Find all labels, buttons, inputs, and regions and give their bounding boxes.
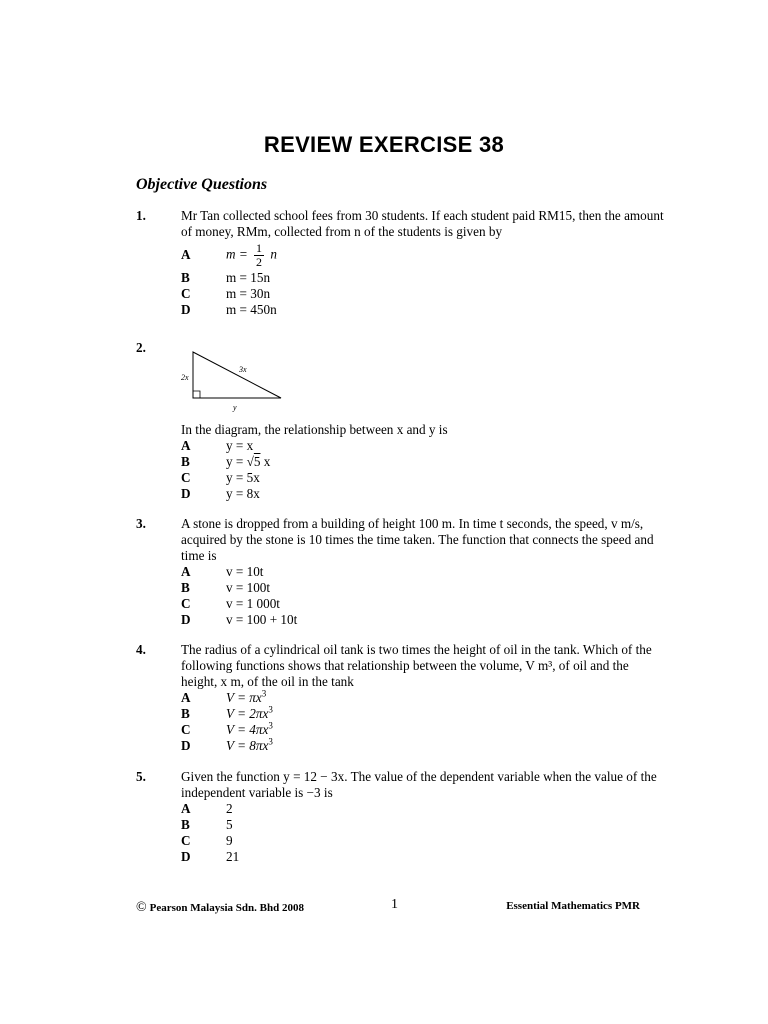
option-letter: B <box>181 817 190 832</box>
option-d[interactable] <box>181 738 666 754</box>
option-expression: y = 5x <box>226 470 260 485</box>
option-letter: A <box>181 801 191 816</box>
option-c[interactable] <box>181 596 666 612</box>
option-expression: 9 <box>226 833 233 848</box>
option-d[interactable] <box>181 849 666 865</box>
option-a[interactable] <box>181 438 666 454</box>
option-expression: 21 <box>226 849 240 864</box>
option-letter: B <box>181 580 190 595</box>
option-letter: D <box>181 486 191 501</box>
expr-exponent: 3 <box>268 720 273 731</box>
option-a[interactable] <box>181 240 666 270</box>
option-c[interactable] <box>181 286 666 302</box>
option-letter: A <box>181 690 191 705</box>
expr-base: V = 2πx <box>226 706 269 721</box>
radicand: 5 <box>253 454 261 469</box>
expr-exponent: 3 <box>261 688 267 699</box>
question-number: 2. <box>136 340 146 355</box>
option-expression <box>226 722 666 738</box>
option-expression <box>226 242 666 269</box>
expr-exponent: 3 <box>268 736 273 747</box>
expr-base: V = πx <box>226 690 262 705</box>
option-letter: C <box>181 470 191 485</box>
triangle-diagram <box>181 340 301 414</box>
option-letter: A <box>181 247 191 262</box>
option-expression <box>226 690 666 706</box>
page-number: 1 <box>391 897 398 912</box>
option-b[interactable] <box>181 454 666 470</box>
option-expression <box>226 738 666 754</box>
option-b[interactable] <box>181 817 666 833</box>
option-d[interactable] <box>181 612 666 628</box>
option-expression <box>226 454 666 470</box>
side-label-bottom: y <box>233 403 237 412</box>
question-number: 5. <box>136 769 146 784</box>
expr-rhs: x <box>260 454 271 469</box>
option-expression: v = 100t <box>226 580 271 595</box>
option-c[interactable] <box>181 833 666 849</box>
question-1 <box>136 208 666 318</box>
expr-lhs: y = √ <box>226 454 254 469</box>
section-subtitle: Objective Questions <box>136 176 268 193</box>
expr-lhs: m = <box>226 246 248 262</box>
option-letter: B <box>181 706 190 721</box>
option-letter: B <box>181 270 190 285</box>
fraction <box>254 242 264 269</box>
option-c[interactable] <box>181 470 666 486</box>
question-5 <box>136 769 666 865</box>
option-a[interactable] <box>181 801 666 817</box>
side-label-left: 2x <box>181 373 189 382</box>
option-letter: D <box>181 612 191 627</box>
option-letter: B <box>181 454 190 469</box>
question-text: In the diagram, the relationship between x and y is <box>181 422 448 437</box>
question-2 <box>136 340 666 502</box>
footer-copyright <box>136 900 304 916</box>
fraction-denominator: 2 <box>256 254 263 269</box>
question-text: A stone is dropped from a building of height 100 m. In time t seconds, the speed, v m/s, acquired by the stone is 10 times the time taken. The function that connects the speed and time is <box>181 516 654 563</box>
option-b[interactable] <box>181 706 666 722</box>
option-letter: A <box>181 438 191 453</box>
fraction-numerator: 1 <box>256 240 263 255</box>
option-a[interactable] <box>181 564 666 580</box>
option-letter: C <box>181 286 191 301</box>
option-expression: m = 15n <box>226 270 271 285</box>
copyright-icon: © <box>136 900 147 915</box>
expr-exponent: 3 <box>268 704 273 715</box>
option-expression: y = x <box>226 438 254 453</box>
expr-base: V = 4πx <box>226 722 269 737</box>
option-d[interactable] <box>181 486 666 502</box>
option-d[interactable] <box>181 302 666 318</box>
option-a[interactable] <box>181 690 666 706</box>
option-letter: C <box>181 596 191 611</box>
option-expression: v = 1 000t <box>226 596 280 611</box>
option-expression: 2 <box>226 801 233 816</box>
question-text: Mr Tan collected school fees from 30 students. If each student paid RM15, then the amount of money, RMm, collected from n of the students is given by <box>181 208 664 239</box>
question-number: 1. <box>136 208 146 223</box>
option-expression <box>226 706 666 722</box>
option-letter: C <box>181 833 191 848</box>
option-b[interactable] <box>181 580 666 596</box>
option-expression: v = 100 + 10t <box>226 612 298 627</box>
option-letter: C <box>181 722 191 737</box>
option-b[interactable] <box>181 270 666 286</box>
option-letter: D <box>181 849 191 864</box>
question-text: Given the function y = 12 − 3x. The value of the dependent variable when the value of the independent variable is −3 is <box>181 769 657 800</box>
expr-rhs: n <box>270 246 277 262</box>
publisher-text: Pearson Malaysia Sdn. Bhd 2008 <box>149 902 304 914</box>
expr-base: V = 8πx <box>226 738 269 753</box>
option-expression: m = 30n <box>226 286 271 301</box>
question-text: The radius of a cylindrical oil tank is two times the height of oil in the tank. Which of the following functions shows that relationship between the volume, V m³, of oil and the height, x m, of the oil in the tank <box>181 642 652 689</box>
option-letter: D <box>181 738 191 753</box>
side-label-hypotenuse: 3x <box>239 365 247 374</box>
question-number: 3. <box>136 516 146 531</box>
option-expression: m = 450n <box>226 302 277 317</box>
option-letter: D <box>181 302 191 317</box>
option-expression: v = 10t <box>226 564 264 579</box>
question-3 <box>136 516 666 628</box>
option-c[interactable] <box>181 722 666 738</box>
page-title: REVIEW EXERCISE 38 <box>263 132 505 157</box>
option-letter: A <box>181 564 191 579</box>
question-4 <box>136 642 666 754</box>
book-title: Essential Mathematics PMR <box>506 900 640 912</box>
question-number: 4. <box>136 642 146 657</box>
option-expression: y = 8x <box>226 486 260 501</box>
option-expression: 5 <box>226 817 233 832</box>
